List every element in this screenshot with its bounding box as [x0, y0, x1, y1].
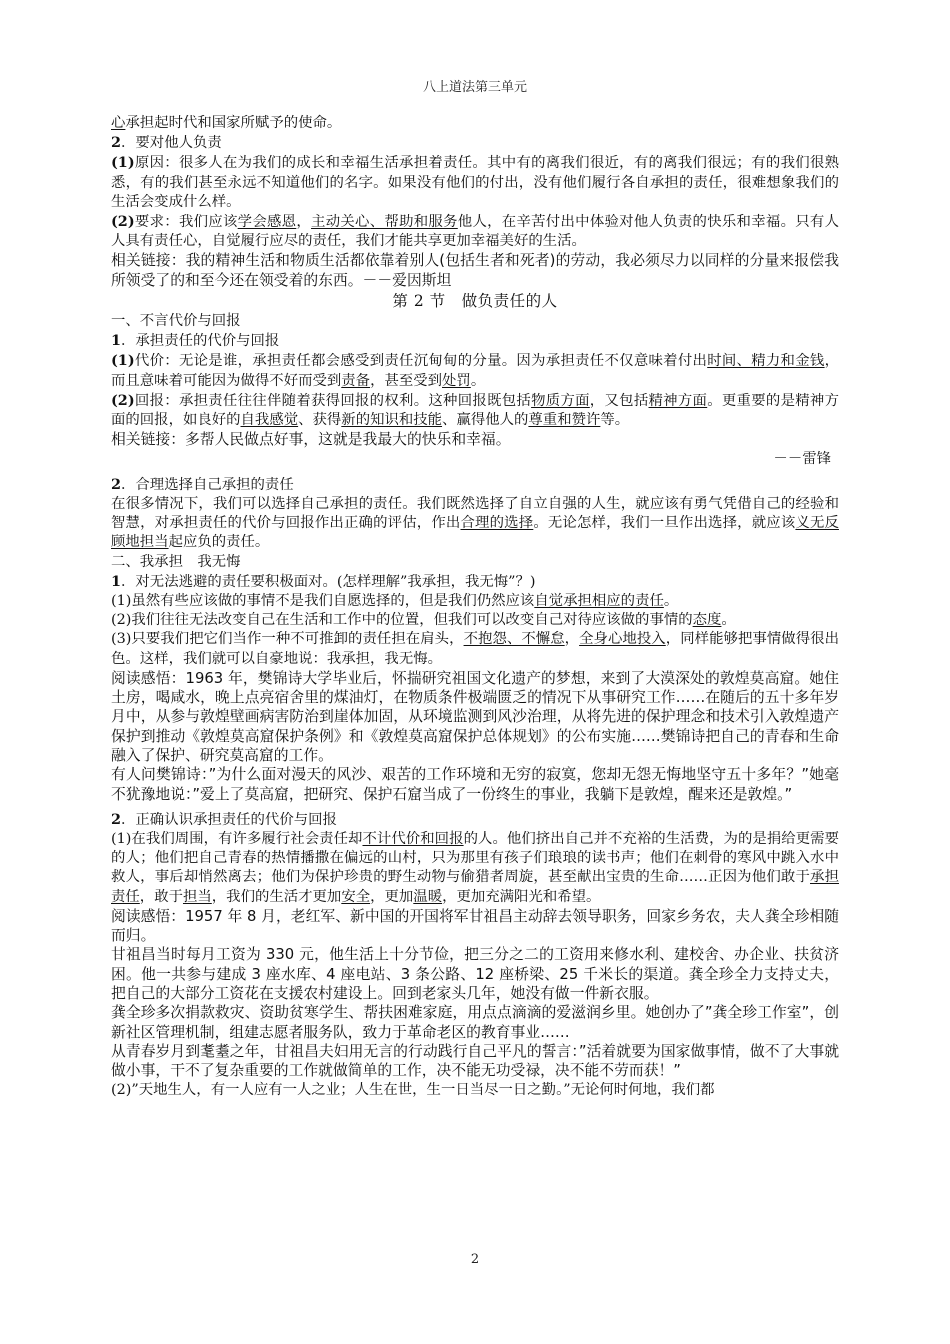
text-run: ，更加充满阳光和希望。: [442, 888, 601, 905]
underlined-term: 新的知识和技能: [341, 412, 443, 429]
paragraph: [111, 1081, 839, 1100]
underlined-term: 承担责任: [111, 869, 839, 905]
text-run: 龚全珍多次捐款救灾、资助贫寒学生、帮扶困难家庭，用点点滴滴的爱滋润乡里。她创办了”龚全珍工作室”，创新社区管理机制，组建志愿者服务队，致力于革命老区的教育事业……: [111, 1004, 839, 1041]
text-run: (1): [111, 154, 135, 172]
text-run: 甘祖昌当时每月工资为 330 元，他生活上十分节俭，把三分之二的工资用来修水利、建校舍、办企业、扶贫济困。他一共参与建成 3 座水库、4 座电站、3 条公路、12 座桥梁、25 千米长的渠道。龚全珍全力支持丈夫，把自己的大部分工资花在支援农村建设上。回到老家头几年，她没有做一件新衣服。: [111, 946, 839, 1003]
paragraph: [111, 475, 839, 495]
text-run: 他人，在辛苦付出中体验对他人负责的快乐和幸福。只有人人具有责任心，自觉履行应尽的责任，我们才能共享更加幸福美好的生活。: [111, 214, 839, 250]
paragraph: [111, 572, 839, 592]
text-run: ．要对他人负责: [121, 135, 222, 152]
text-run: 二、我承担 我无悔: [111, 553, 241, 570]
paragraph: [111, 251, 839, 290]
text-run: 、获得: [298, 412, 342, 429]
text-run: 。更重要的是精神方面的回报，如良好的: [111, 392, 839, 429]
underlined-term: 不抱怨、不懈怠: [463, 631, 565, 648]
paragraph: [111, 351, 839, 390]
text-run: 相关链接：我的精神生活和物质生活都依靠着别人(包括生者和死者)的劳动，我必须尽力以同样的分量来报偿我所领受了的和至今还在领受着的东西。－－爱因斯坦: [111, 252, 839, 289]
paragraph: [111, 430, 839, 449]
text-run: ，而且意味着可能因为做得不好而受到: [111, 353, 839, 389]
underlined-term: 义无反顾地担当: [111, 515, 839, 551]
text-run: 承担起时代和国家所赋予的使命。: [125, 115, 342, 131]
text-run: ，: [564, 631, 580, 648]
paragraph: [111, 611, 839, 630]
text-run: 2: [111, 475, 122, 493]
underlined-term: 合理的选择: [460, 515, 534, 532]
text-run: (2)我们往往无法改变自己在生活和工作中的位置，但我们可以改变自己对待应该做的事情的: [111, 612, 693, 629]
underlined-term: 态度: [692, 612, 722, 629]
text-run: ，同样能够把事情做得很出色。这样，我们就可以自豪地说：我承担，我无悔。: [111, 631, 839, 667]
text-run: ，我们的生活才更加: [211, 888, 342, 905]
text-run: (2): [111, 213, 135, 231]
text-run: (2)”天地生人，有一人应有一人之业；人生在世，生一日当尽一日之勤。”无论何时何地，我们都: [111, 1081, 715, 1098]
paragraph: [111, 495, 839, 553]
text-run: ，敢于: [139, 888, 183, 905]
underlined-term: 精神方面: [648, 392, 708, 409]
paragraph: [111, 212, 839, 251]
text-run: (2): [111, 391, 135, 409]
paragraph: [111, 1003, 839, 1042]
text-run: 相关链接：多帮人民做点好事，这就是我最大的快乐和幸福。: [111, 431, 511, 449]
text-run: ，: [296, 214, 312, 231]
text-run: 2: [111, 134, 122, 152]
text-run: 起应负的责任。: [168, 534, 270, 551]
paragraph: [111, 331, 839, 351]
underlined-term: 自觉承担相应的责任: [534, 592, 664, 609]
paragraph: [111, 669, 839, 765]
text-run: －－雷锋: [773, 450, 831, 467]
text-run: 1: [111, 332, 122, 350]
text-run: 在很多情况下，我们可以选择自己承担的责任。我们既然选择了自立自强的人生，就应该有勇气凭借自己的经验和智慧，对承担责任的代价与回报作出正确的评估，作出: [111, 495, 839, 532]
text-run: 阅读感悟：1963 年，樊锦诗大学毕业后，怀揣研究祖国文化遗产的梦想，来到了大漠深处的敦煌莫高窟。她住土房，喝咸水，晚上点亮宿舍里的煤油灯，在物质条件极端匮乏的情况下从事研究工作……在随后的五十多年岁月中，从参与敦煌壁画病害防治到崖体加固，从环境监测到风沙治理，从将先进的保护理念和技术引入敦煌遗产保护到推动《敦煌莫高窟保护条例》和《敦煌莫高窟保护总体规划》的公布实施……樊锦诗把自己的青春和生命融入了保护、研究莫高窟的工作。: [111, 669, 839, 764]
text-run: 。无论怎样，我们一旦作出选择，就应该: [533, 515, 796, 532]
text-run: ．对无法逃避的责任要积极面对。(怎样理解”我承担，我无悔”？): [121, 573, 536, 590]
page-header: 八上道法第三单元: [422, 80, 527, 95]
underlined-term: 安全: [341, 888, 371, 905]
text-run: 。: [663, 592, 679, 609]
text-run: 1: [111, 572, 122, 590]
text-run: ，又包括: [589, 392, 649, 409]
text-run: 等。: [600, 412, 630, 429]
underlined-term: 不计代价和回报: [362, 831, 464, 848]
text-run: (1)在我们周围，有许多履行社会责任却: [111, 831, 363, 848]
text-run: 、赢得他人的: [442, 412, 529, 429]
document-body: [111, 114, 839, 1100]
text-run: 2: [111, 810, 122, 828]
underlined-term: 全身心地投入: [579, 631, 666, 648]
text-run: 回报：承担责任往往伴随着获得回报的权利。这种回报既包括: [134, 392, 532, 409]
underlined-term: 心: [111, 115, 126, 131]
paragraph: [111, 133, 839, 153]
text-run: 的人。他们挤出自己并不充裕的生活费，为的是捐给更需要的人；他们把自己青春的热情播撒在偏远的山村，只为那里有孩子们琅琅的读书声；他们在刺骨的寒风中跳入水中救人，事后却悄然离去；他们为保护珍贵的野生动物与偷猎者周旋，甚至献出宝贵的生命……正因为他们敢于: [111, 831, 839, 886]
underlined-term: 担当: [182, 888, 212, 905]
text-run: ．承担责任的代价与回报: [121, 333, 280, 350]
paragraph: [111, 592, 839, 611]
paragraph: [111, 810, 839, 830]
paragraph: [111, 450, 839, 469]
text-run: 。: [721, 612, 736, 629]
text-run: ，更加: [370, 888, 414, 905]
paragraph: [111, 391, 839, 430]
text-run: (3)只要我们把它们当作一种不可推卸的责任担在肩头，: [111, 631, 464, 648]
text-run: 。: [470, 372, 486, 389]
paragraph: [111, 630, 839, 668]
text-run: (1): [111, 352, 135, 370]
paragraph: [111, 830, 839, 907]
paragraph: [111, 553, 839, 572]
text-run: 从青春岁月到耄耋之年，甘祖昌夫妇用无言的行动践行自己平凡的誓言：”活着就要为国家做事情，做不了大事就做小事，干不了复杂重要的工作就做简单的工作，决不能无功受禄，决不能不劳而获！”: [111, 1042, 839, 1080]
text-run: 有人问樊锦诗：”为什么面对漫天的风沙、艰苦的工作环境和无穷的寂寞，您却无怨无悔地坚守五十多年？”她毫不犹豫地说：”爱上了莫高窟，把研究、保护石窟当成了一份终生的事业，我躺下是敦煌，醒来还是敦煌。”: [111, 766, 839, 803]
text-run: 代价：无论是谁，承担责任都会感受到责任沉甸甸的分量。因为承担责任不仅意味着付出: [134, 353, 708, 370]
underlined-term: 时间、精力和金钱: [707, 353, 825, 370]
paragraph: [111, 312, 839, 331]
text-run: ．合理选择自己承担的责任: [121, 476, 294, 493]
underlined-term: 处罚: [442, 372, 471, 389]
paragraph: [111, 765, 839, 804]
paragraph: [111, 1042, 839, 1081]
underlined-term: 主动关心、帮助和服务: [311, 214, 458, 231]
text-run: 阅读感悟：1957 年 8 月，老红军、新中国的开国将军甘祖昌主动辞去领导职务，回家乡务农，夫人龚全珍相随而归。: [111, 907, 839, 945]
text-run: 原因：很多人在为我们的成长和幸福生活承担着责任。其中有的离我们很近，有的离我们很远；有的我们很熟悉，有的我们甚至永远不知道他们的名字。如果没有他们的付出，没有他们履行各自承担的责任，很难想象我们的生活会变成什么样。: [111, 155, 839, 210]
paragraph: [111, 945, 839, 1003]
paragraph: [111, 290, 839, 312]
underlined-term: 学会感恩: [237, 214, 297, 231]
paragraph: [111, 153, 839, 212]
text-run: ，甚至受到: [370, 372, 443, 389]
text-run: ．正确认识承担责任的代价与回报: [121, 811, 337, 828]
text-run: 一、不言代价与回报: [111, 313, 241, 330]
paragraph: [111, 907, 839, 946]
text-run: (1)虽然有些应该做的事情不是我们自愿选择的，但是我们仍然应该: [111, 592, 535, 609]
text-run: 要求：我们应该: [134, 214, 238, 231]
underlined-term: 尊重和赞许: [528, 412, 601, 429]
underlined-term: 温暖: [413, 888, 443, 905]
underlined-term: 责备: [341, 372, 371, 389]
paragraph: [111, 114, 839, 133]
text-run: 第 2 节 做负责任的人: [392, 292, 558, 311]
underlined-term: 自我感觉: [240, 412, 299, 429]
underlined-term: 物质方面: [531, 392, 590, 409]
page-number: 2: [470, 1252, 480, 1267]
